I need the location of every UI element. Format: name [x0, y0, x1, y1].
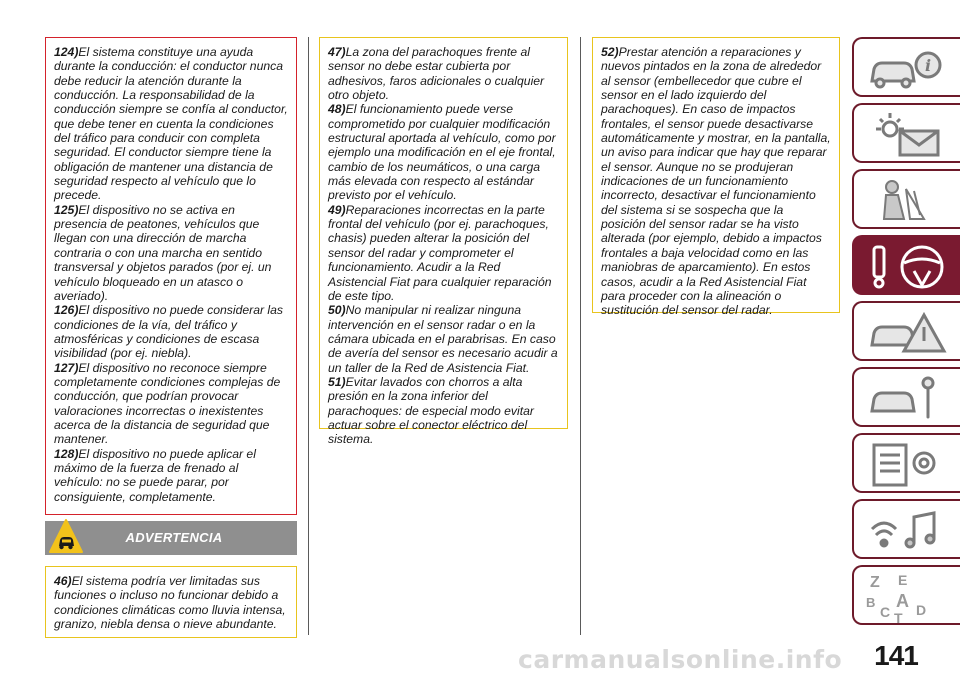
- note-text: El sistema podría ver limitadas sus funciones o incluso no funcionar debido a condiciones climáticas como lluvia intensa, granizo, niebla densa o nieve abundante.: [54, 574, 286, 632]
- note-text: Prestar atención a reparaciones y nuevos pintados en la zona de alrededor al sensor (embellecedor que cubre el sensor en el lado izquierdo del parachoques). En caso de impactos frontales, el sensor puede desactivarse automáticamente y mostrar, en la pantalla, un aviso para indicar que hay que reparar el sensor. Aunque no se produjeran indicaciones de un funcionamiento incorrecto, desactivar el funcionamiento del sistema si se sospecha que la posición del sensor radar se ha visto alterada (por ejemplo, debido a impactos frontales a baja velocidad como en las maniobras de aparcamiento). En estos casos, acudir a la Red Asistencial Fiat para proceder con la alineación o sustitución del sensor del radar.: [601, 45, 831, 318]
- note-text: Reparaciones incorrectas en la parte frontal del vehículo (por ej. parachoques, chasis) pueden alterar la posición del sensor del radar y comprometer el funcionamiento. Acudir a la Red Asistencial Fiat para cualquier reparación de este tipo.: [328, 202, 552, 303]
- index-letter: D: [916, 602, 927, 618]
- page-number: 141: [874, 640, 918, 671]
- note-number: 128): [54, 446, 79, 461]
- note-item: [601, 45, 831, 318]
- advertencia-notes-list: [54, 574, 288, 631]
- notes-box-middle: [319, 37, 568, 447]
- advertencia-header: [45, 521, 297, 555]
- alphabetical-index-icon: [862, 571, 954, 623]
- note-item: [328, 102, 559, 202]
- advertencia-box: [45, 566, 297, 638]
- note-item: [54, 303, 288, 360]
- warning-lights-icon: [862, 109, 954, 161]
- notes-box-right: [592, 37, 840, 318]
- warnings-box: [45, 37, 297, 515]
- note-number: 125): [54, 202, 79, 217]
- warning-notes-list: [54, 45, 288, 504]
- note-item: [328, 303, 559, 375]
- svg-text:i: i: [925, 56, 932, 75]
- tab-alphabetical-index[interactable]: [852, 565, 960, 625]
- note-text: El dispositivo no puede aplicar el máximo de la fuerza de frenado al vehículo: no se puede parar, por consiguiente, completamente.: [54, 446, 256, 504]
- note-item: [328, 375, 559, 447]
- note-number: 48): [328, 102, 346, 117]
- watermark: carmanualsonline.info: [518, 645, 843, 674]
- note-text: Evitar lavados con chorros a alta presión en la zona inferior del parachoques: de especial modo evitar actuar sobre el conector eléctrico del sistema.: [328, 374, 534, 447]
- note-number: 49): [328, 202, 346, 217]
- note-item: [54, 203, 288, 303]
- note-text: El funcionamiento puede verse comprometido por cualquier modificación estructural aportada al vehículo, como por ejemplo una modificación en el eje frontal, cambio de los neumáticos, o una carga más elevada con respecto al estándar previsto por el vehículo.: [328, 102, 556, 203]
- tab-maintenance[interactable]: [852, 367, 960, 427]
- tab-starting-driving[interactable]: [852, 235, 960, 295]
- index-letter: B: [866, 595, 876, 610]
- advertencia-title: ADVERTENCIA: [125, 530, 223, 545]
- multimedia-icon: [862, 505, 954, 557]
- note-number: 47): [328, 45, 346, 59]
- note-text: El dispositivo no puede considerar las condiciones de la vía, del tráfico y atmosféricas y condiciones de escasa visibilidad (por ej. niebla).: [54, 303, 284, 361]
- note-number: 51): [328, 374, 346, 389]
- column-divider: [580, 37, 581, 635]
- note-number: 124): [54, 45, 79, 59]
- right-notes-list: [601, 45, 831, 318]
- note-text: La zona del parachoques frente al sensor no debe estar cubierta por adhesivos, faros adicionales o cualquier otro objeto.: [328, 45, 545, 103]
- note-number: 126): [54, 303, 79, 318]
- note-item: [328, 45, 559, 102]
- tab-car-info[interactable]: [852, 37, 960, 97]
- tab-multimedia[interactable]: [852, 499, 960, 559]
- note-text: El dispositivo no se activa en presencia de peatones, vehículos que llegan con una dirección de marcha contraria o con una marcha en sentido transversal y objetos parados (por ej. un vehículo bloqueado en un atasco o averiado).: [54, 202, 272, 303]
- note-number: 50): [328, 303, 346, 318]
- key-steering-wheel-icon: [862, 241, 954, 293]
- tab-technical-data[interactable]: [852, 433, 960, 493]
- note-item: [54, 45, 288, 203]
- car-emergency-icon: [862, 307, 954, 359]
- note-item: [328, 203, 559, 303]
- note-text: No manipular ni realizar ninguna intervención en el sensor radar o en la cámara ubicada en el parabrisas. En caso de avería del sensor es necesario acudir a un taller de la Red de Asistencia Fiat.: [328, 303, 558, 375]
- note-number: 52): [601, 45, 619, 59]
- note-text: El sistema constituye una ayuda durante la conducción: el conductor nunca debe reducir la atención durante la conducción. La responsabilidad de la conducción siempre se confía al conductor, que debe tener en cuenta la condiciones del tráfico para conducir con completa seguridad. El conductor siempre tiene la obligación de mantener una distancia de seguridad respecto al vehículo que lo precede.: [54, 45, 288, 203]
- note-text: El dispositivo no reconoce siempre completamente condiciones complejas de conducción, que podrían provocar valoraciones incorrectas o inexistentes acerca de la distancia de seguridad que mantener.: [54, 360, 281, 447]
- index-letter: C: [880, 604, 891, 620]
- note-item: [54, 574, 288, 631]
- seat-airbag-icon: [862, 175, 954, 227]
- technical-data-icon: [862, 439, 954, 491]
- index-letter: Z: [870, 574, 880, 591]
- note-item: [54, 447, 288, 504]
- note-item: [54, 361, 288, 447]
- tab-seat-airbag[interactable]: [852, 169, 960, 229]
- car-maintenance-icon: [862, 373, 954, 425]
- index-letter: E: [898, 572, 908, 588]
- tab-warning-lights[interactable]: [852, 103, 960, 163]
- tab-emergency[interactable]: [852, 301, 960, 361]
- middle-notes-list: [328, 45, 559, 447]
- index-letter: T: [894, 610, 903, 623]
- note-number: 46): [54, 574, 72, 588]
- note-number: 127): [54, 360, 79, 375]
- index-letter: A: [896, 591, 909, 611]
- column-divider: [308, 37, 309, 635]
- car-info-icon: [862, 43, 954, 95]
